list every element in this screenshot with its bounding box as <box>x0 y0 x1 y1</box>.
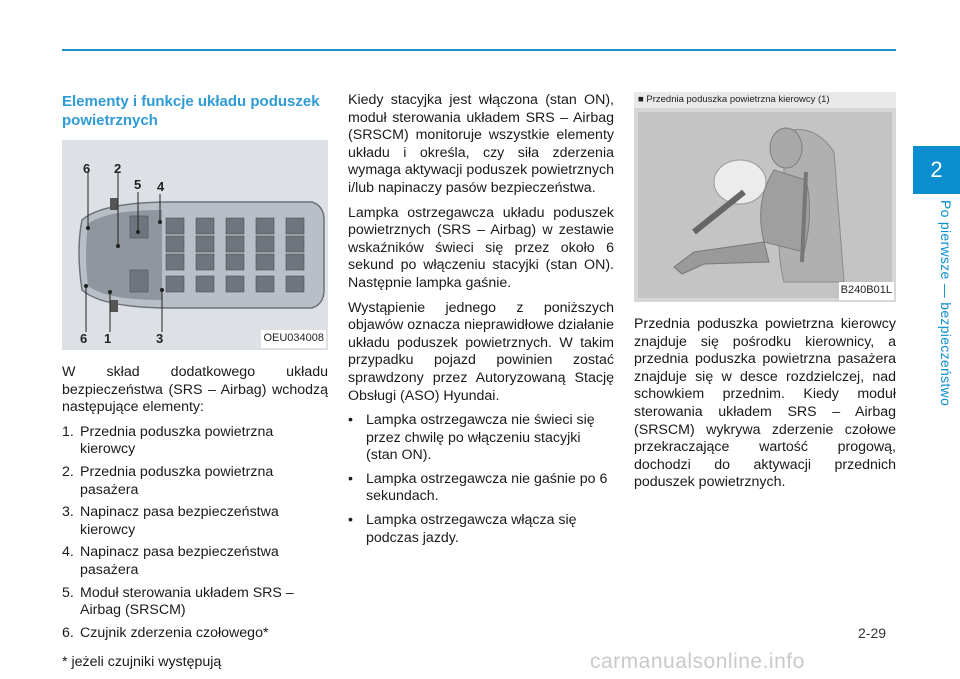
list-item <box>62 625 328 643</box>
column-right <box>634 92 896 499</box>
list-item <box>348 512 614 547</box>
intro-paragraph: W skład dodatkowego układu bezpieczeństwa (SRS – Airbag) wchodzą następujące elementy: <box>62 364 328 416</box>
chapter-side-title-text: Po pierwsze — bezpieczeństwo <box>938 200 954 407</box>
callout-5: 5 <box>134 177 142 192</box>
list-item <box>62 504 328 539</box>
list-item <box>62 464 328 499</box>
list-item-text: Przednia poduszka powietrzna kierowcy <box>80 423 274 458</box>
bullet-icon: • <box>348 412 353 429</box>
column-middle <box>348 92 614 553</box>
van-airbag-diagram <box>62 140 328 350</box>
bullet-icon: • <box>348 470 353 487</box>
list-item <box>348 471 614 506</box>
driver-airbag-illustration <box>634 92 896 302</box>
paragraph-front-airbags: Przednia poduszka powietrzna kierowcy znajduje się pośrodku kierownicy, a przednia poduszka powietrzna pasażera znajduje się w desce rozdzielczej, nad schowkiem przednim. Kiedy moduł sterowania układem SRS – Airbag (SRSCM) wykrywa zderzenie czołowe przekraczające wartość progową, dochodzi do aktywacji przednich poduszek powietrznych. <box>634 316 896 491</box>
callout-6-bottom: 6 <box>80 331 88 346</box>
list-item-text: Czujnik zderzenia czołowego* <box>80 624 269 641</box>
driver-airbag-drawing <box>634 92 896 302</box>
list-item-number: 5. <box>62 584 74 601</box>
callout-1: 1 <box>104 331 112 346</box>
list-item-text: Lampka ostrzegawcza nie gaśnie po 6 sekundach. <box>366 470 608 505</box>
list-item-number: 4. <box>62 544 74 561</box>
page-number: 2-29 <box>858 625 887 641</box>
list-item <box>62 585 328 620</box>
figure-code: OEU034008 <box>261 330 326 348</box>
callout-4: 4 <box>157 179 165 194</box>
list-item-text: Lampka ostrzegawcza włącza się podczas jazdy. <box>366 512 577 546</box>
figure-caption: ■ Przednia poduszka powietrzna kierowcy (1) <box>634 92 896 108</box>
bullet-icon: • <box>348 512 353 529</box>
malfunction-list <box>348 412 614 547</box>
footnote: * jeżeli czujniki występują <box>62 654 222 671</box>
list-item-number: 2. <box>62 463 74 480</box>
list-item-text: Lampka ostrzegawcza nie świeci się przez chwilę po włączeniu stacyjki (stan ON). <box>366 412 595 464</box>
list-item-text: Moduł sterowania układem SRS – Airbag (SRSCM) <box>80 584 294 619</box>
column-left <box>62 92 328 679</box>
watermark: carmanualsonline.info <box>590 650 805 673</box>
callout-6-top: 6 <box>83 161 91 176</box>
list-item <box>348 412 614 465</box>
list-item <box>62 424 328 459</box>
components-list <box>62 424 328 643</box>
paragraph-warning-lamp: Lampka ostrzegawcza układu poduszek powietrznych (SRS – Airbag) w zestawie wskaźników świeci się przez około 6 sekund po włączeniu stacyjki (stan ON). Następnie lampka gaśnie. <box>348 204 614 291</box>
paragraph-malfunction: Wystąpienie jednego z poniższych objawów oznacza nieprawidłowe działanie układu poduszek powietrznych. W takim przypadku pojazd powinien zostać sprawdzony przez Autoryzowaną Stację Obsługi (ASO) Hyundai. <box>348 299 614 404</box>
list-item-text: Napinacz pasa bezpieczeństwa pasażera <box>80 544 279 578</box>
chapter-tab[interactable] <box>913 146 960 194</box>
section-title: Elementy i funkcje układu poduszek powietrznych <box>62 93 320 129</box>
paragraph-monitoring: Kiedy stacyjka jest włączona (stan ON), moduł sterowania układem SRS – Airbag (SRSCM) monitoruje wszystkie elementy układu i określa, czy siła zderzenia wymaga aktywacji poduszek powietrznych i/lub napinaczy pasów bezpieczeństwa. <box>348 92 614 196</box>
list-item <box>62 544 328 579</box>
callout-2: 2 <box>114 161 122 176</box>
list-item-number: 1. <box>62 423 74 440</box>
figure-code: B240B01L <box>839 282 894 300</box>
list-item-number: 3. <box>62 504 74 521</box>
callout-3: 3 <box>156 331 164 346</box>
header-rule <box>62 49 896 51</box>
list-item-text: Napinacz pasa bezpieczeństwa kierowcy <box>80 504 279 538</box>
van-top-view-illustration <box>62 140 328 350</box>
list-item-number: 6. <box>62 624 74 641</box>
chapter-number: 2 <box>930 157 943 182</box>
chapter-side-title <box>936 200 956 420</box>
list-item-text: Przednia poduszka powietrzna pasażera <box>80 463 274 498</box>
